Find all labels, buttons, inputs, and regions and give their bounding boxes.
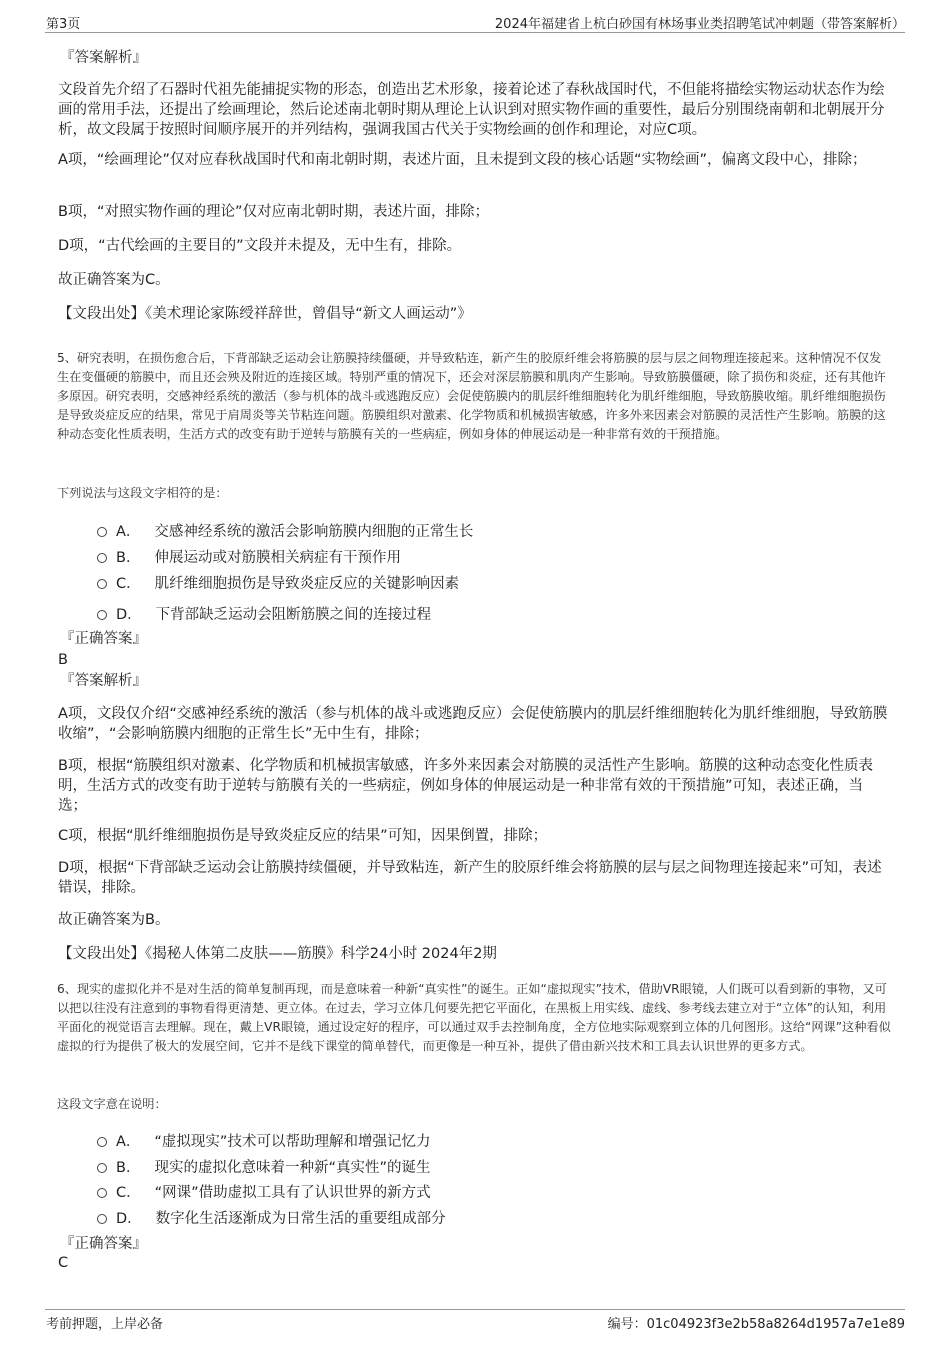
option-key: D． [116,1211,142,1227]
option-text: 伸展运动或对筋膜相关病症有干预作用 [154,550,401,566]
option-text: 数字化生活逐渐成为日常生活的重要组成部分 [155,1211,446,1227]
option-text: 交感神经系统的激活会影响筋膜内细胞的正常生长 [154,524,474,540]
q5-option-d[interactable] [97,603,431,624]
document-id: 编号：01c04923f3e2b58a8264d1957a7e1e89 [607,1317,905,1332]
q6-option-d[interactable] [97,1207,446,1228]
q5-answer-title: 『正确答案』 [60,631,147,647]
q5-option-b[interactable] [97,546,401,567]
q6-question: 这段文字意在说明： [57,1097,167,1111]
q5-analysis-title: 『答案解析』 [60,673,147,689]
radio-icon[interactable] [97,1214,107,1224]
q4-conclusion: 故正确答案为C。 [58,272,170,288]
option-text: 肌纤维细胞损伤是导致炎症反应的关键影响因素 [154,576,460,592]
document-title: 2024年福建省上杭白砂国有林场事业类招聘笔试冲刺题（带答案解析） [494,17,905,32]
q4-analysis-intro: 文段首先介绍了石器时代祖先能捕捉实物的形态，创造出艺术形象，接着论述了春秋战国时代，不但能将描绘实物运动状态作为绘画的常用手法，还提出了绘画理论，然后论述南北朝时期从理论上认识到对照实物作画的重要性，最后分别围绕南朝和北朝展开分析，故文段属于按照时间顺序展开的并列结构，强调我国古代关于实物绘画的创作和理论，对应C项。 [58,82,885,138]
q6-option-a[interactable] [97,1130,430,1151]
q4-analysis-title: 『答案解析』 [60,50,147,66]
q5-answer: B [58,652,68,668]
q5-option-c[interactable] [97,572,459,593]
q4-analysis-b: B项，“对照实物作画的理论”仅对应南北朝时期，表述片面，排除； [58,204,489,220]
radio-icon[interactable] [97,610,107,620]
footer-rule [45,1309,905,1310]
q5-analysis-d: D项，根据“下背部缺乏运动会让筋膜持续僵硬，并导致粘连，新产生的胶原纤维会将筋膜的层与层之间物理连接起来”可知，表述错误，排除。 [58,860,882,896]
q5-question: 下列说法与这段文字相符的是： [57,486,228,500]
option-key: C． [116,576,141,592]
q6-answer-title: 『正确答案』 [60,1236,147,1252]
footer-slogan: 考前押题，上岸必备 [46,1317,164,1332]
q5-analysis-a: A项，文段仅介绍“交感神经系统的激活（参与机体的战斗或逃跑反应）会促使筋膜内的肌层纤维细胞转化为肌纤维细胞，导致筋膜收缩”，“会影响筋膜内细胞的正常生长”无中生有，排除； [58,706,888,742]
q5-source: 【文段出处】《揭秘人体第二皮肤——筋膜》科学24小时 2024年2期 [58,946,497,962]
q4-source: 【文段出处】《美术理论家陈绶祥辞世，曾倡导“新文人画运动”》 [58,306,472,322]
q6-option-b[interactable] [97,1156,430,1177]
radio-icon[interactable] [97,553,107,563]
radio-icon[interactable] [97,579,107,589]
option-key: A． [116,1134,141,1150]
option-key: D． [116,607,142,623]
q5-conclusion: 故正确答案为B。 [58,912,170,928]
option-text: 下背部缺乏运动会阻断筋膜之间的连接过程 [155,607,432,623]
radio-icon[interactable] [97,1188,107,1198]
q5-analysis-c: C项，根据“肌纤维细胞损伤是导致炎症反应的结果”可知，因果倒置，排除； [58,828,548,844]
page-number: 第3页 [46,17,81,32]
radio-icon[interactable] [97,1137,107,1147]
q6-option-c[interactable] [97,1181,431,1202]
option-key: B． [116,550,141,566]
q5-analysis-b: B项，根据“筋膜组织对激素、化学物质和机械损害敏感，许多外来因素会对筋膜的灵活性产生影响。筋膜的这种动态变化性质表明，生活方式的改变有助于逆转与筋膜有关的一些病症，例如身体的伸展运动是一种非常有效的干预措施”可知，表述正确，当选； [58,758,873,814]
option-key: C． [116,1185,141,1201]
option-key: A． [116,524,141,540]
option-text: “虚拟现实”技术可以帮助理解和增强记忆力 [154,1134,431,1150]
q4-analysis-a: A项，“绘画理论”仅对应春秋战国时代和南北朝时期，表述片面，且未提到文段的核心话题“实物绘画”，偏离文段中心，排除； [58,152,867,168]
radio-icon[interactable] [97,527,107,537]
option-text: 现实的虚拟化意味着一种新“真实性”的诞生 [154,1160,431,1176]
radio-icon[interactable] [97,1163,107,1173]
q6-passage: 6、现实的虚拟化并不是对生活的简单复制再现，而是意味着一种新“真实性”的诞生。正如“虚拟现实”技术，借助VR眼镜，人们既可以看到新的事物，又可以把以往没有注意到的事物看得更清楚、更立体。在过去，学习立体几何要先把它平面化，在黑板上用实线、虚线、参考线去建立对于“立体”的认知，利用平面化的视觉语言去理解。现在，戴上VR眼镜，通过设定好的程序，可以通过双手去控制角度，全方位地实际观察到立体的几何图形。这给“网课”这种看似虚拟的行为提供了极大的发展空间，它并不是线下课堂的简单替代，而更像是一种互补，提供了借由新兴技术和工具去认识世界的更多方式。 [57,982,891,1053]
option-key: B． [116,1160,141,1176]
q5-option-a[interactable] [97,520,473,541]
option-text: “网课”借助虚拟工具有了认识世界的新方式 [154,1185,431,1201]
header-rule [45,32,905,33]
q5-passage: 5、研究表明，在损伤愈合后，下背部缺乏运动会让筋膜持续僵硬，并导致粘连，新产生的胶原纤维会将筋膜的层与层之间物理连接起来。这种情况不仅发生在变僵硬的筋膜中，而且还会殃及附近的连接区域。特别严重的情况下，还会对深层筋膜和肌肉产生影响。导致筋膜僵硬，除了损伤和炎症，还有其他许多原因。研究表明，交感神经系统的激活（参与机体的战斗或逃跑反应）会促使筋膜内的肌层纤维细胞转化为肌纤维细胞，导致筋膜收缩。肌纤维细胞损伤是导致炎症反应的结果，常见于肩周炎等关节粘连问题。筋膜组织对激素、化学物质和机械损害敏感，许多外来因素会对筋膜的灵活性产生影响。筋膜的这种动态变化性质表明，生活方式的改变有助于逆转与筋膜有关的一些病症，例如身体的伸展运动是一种非常有效的干预措施。 [57,351,886,441]
q6-answer: C [58,1255,69,1271]
q4-analysis-d: D项，“古代绘画的主要目的”文段并未提及，无中生有，排除。 [58,238,462,254]
